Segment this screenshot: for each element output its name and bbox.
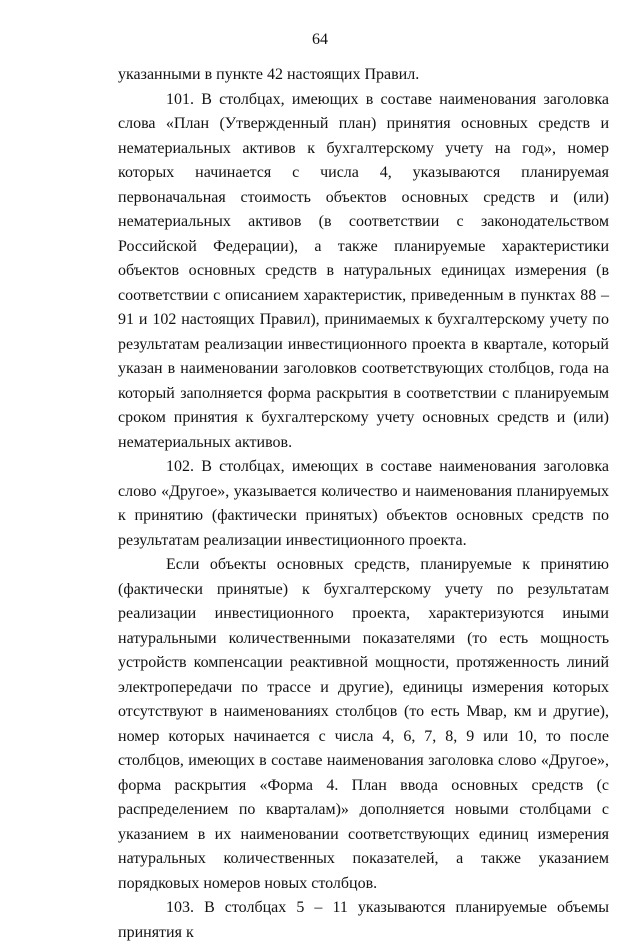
paragraph-101: 101. В столбцах, имеющих в составе наименования заголовка слова «План (Утвержденный план) принятия основных средств и нематериальных активов к бухгалтерскому учету на год», номер которых начинается с числа 4, указываются планируемая первоначальная стоимость объектов основных средств и (или) нематериальных активов (в соответствии с законодательством Российской Федерации), а также планируемые характеристики объектов основных средств в натуральных единицах измерения (в соответствии с описанием характеристик, приведенным в пунктах 88 – 91 и 102 настоящих Правил), принимаемых к бухгалтерскому учету по результатам реализации инвестиционного проекта в квартале, который указан в наименовании заголовков соответствующих столбцов, года на который заполняется форма раскрытия в соответствии с планируемым сроком принятия к бухгалтерскому учету основных средств и (или) нематериальных активов. [118,90,609,451]
page-number: 64 [312,31,328,48]
paragraph-103: 103. В столбцах 5 – 11 указываются планируемые объемы принятия к [118,899,609,941]
document-body [118,63,609,945]
paragraph-continuation: указанными в пункте 42 настоящих Правил. [118,66,420,83]
paragraph-102-continued: Если объекты основных средств, планируемые к принятию (фактически принятые) к бухгалтерскому учету по результатам реализации инвестиционного проекта, характеризуются иными натуральными количественными показателями (то есть мощность устройств компенсации реактивной мощности, протяженность линий электропередачи по трассе и другие), единицы измерения которых отсутствуют в наименованиях столбцов (то есть Мвар, км и другие), номер которых начинается с числа 4, 6, 7, 8, 9 или 10, то после столбцов, имеющих в составе наименования заголовка слово «Другое», форма раскрытия «Форма 4. План ввода основных средств (с распределением по кварталам)» дополняется новыми столбцами с указанием в их наименовании соответствующих единиц измерения натуральных количественных показателей, а также указанием порядковых номеров новых столбцов. [118,556,609,892]
paragraph-102: 102. В столбцах, имеющих в составе наименования заголовка слово «Другое», указывается количество и наименования планируемых к принятию (фактически принятых) объектов основных средств по результатам реализации инвестиционного проекта. [118,458,609,549]
